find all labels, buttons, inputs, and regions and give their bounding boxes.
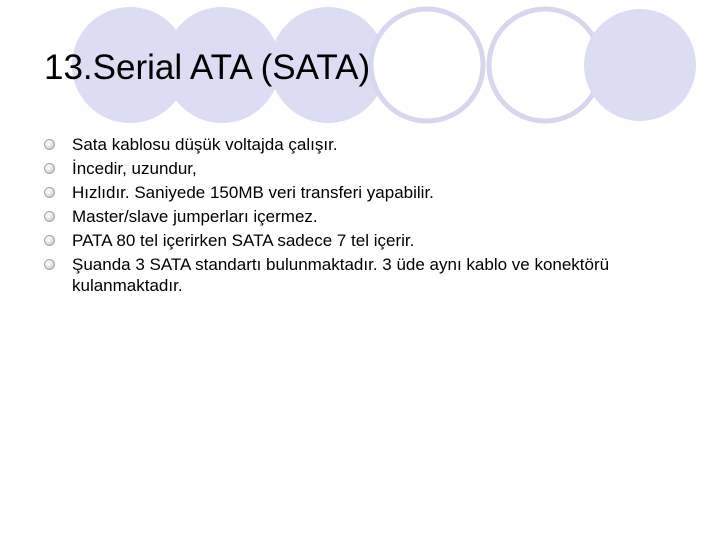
bullet-text: Master/slave jumperları içermez.: [72, 207, 318, 226]
bullet-text: Sata kablosu düşük voltajda çalışır.: [72, 135, 338, 154]
bullet-icon: [44, 163, 55, 174]
bullet-text: Hızlıdır. Saniyede 150MB veri transferi yapabilir.: [72, 183, 434, 202]
bullet-item: [44, 254, 664, 296]
decor-circle-6: [584, 9, 696, 121]
bullet-item: [44, 206, 664, 227]
slide-title: 13.Serial ATA (SATA): [44, 48, 371, 87]
bullet-icon: [44, 139, 55, 150]
bullet-list: [44, 134, 664, 299]
bullet-text: Şuanda 3 SATA standartı bulunmaktadır. 3 üde aynı kablo ve konektörü kulanmaktadır.: [72, 255, 610, 295]
bullet-item: [44, 158, 664, 179]
bullet-text: PATA 80 tel içerirken SATA sadece 7 tel içerir.: [72, 231, 415, 250]
bullet-item: [44, 230, 664, 251]
bullet-text: İncedir, uzundur,: [72, 159, 197, 178]
bullet-icon: [44, 259, 55, 270]
decor-circle-4: [371, 9, 483, 121]
bullet-icon: [44, 211, 55, 222]
bullet-icon: [44, 187, 55, 198]
bullet-item: [44, 182, 664, 203]
bullet-item: [44, 134, 664, 155]
bullet-icon: [44, 235, 55, 246]
